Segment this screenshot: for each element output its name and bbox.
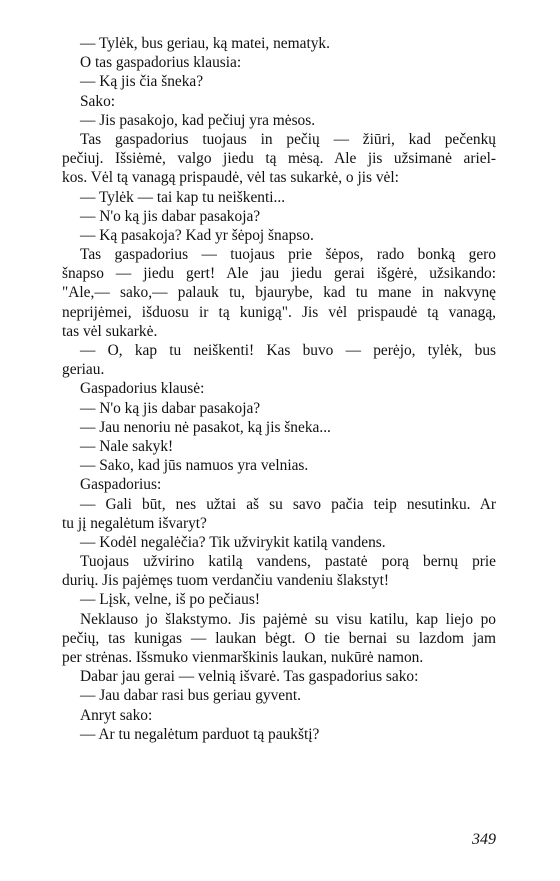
text-line: — N'o ką jis dabar pasakoja?	[80, 399, 261, 417]
text-line: Tas gaspadorius — tuojaus prie šėpos, rado bonką gero	[80, 246, 496, 264]
text-line: Sako:	[80, 92, 116, 110]
text-line: O tas gaspadorius klausia:	[80, 54, 242, 72]
text-line: Dabar jau gerai — velnią išvarė. Tas gaspadorius sako:	[80, 668, 419, 686]
text-line: Anryt sako:	[80, 706, 153, 724]
text-line: Gaspadorius klausė:	[80, 380, 205, 398]
text-line: — Ką pasakoja? Kad yr šėpoj šnapso.	[80, 226, 314, 244]
text-line: Gaspadorius:	[80, 476, 162, 494]
text-line: — O, kap tu neiškenti! Kas buvo — perėjo, tylėk, bus	[80, 342, 496, 359]
text-line: — Ar tu negalėtum parduot tą paukštį?	[80, 725, 320, 743]
text-line: — Nale sakyk!	[80, 437, 174, 455]
text-line: — Gali būt, nes užtai aš su savo pačia teip nesutinku. Ar	[80, 495, 496, 513]
text-line: neprijėmei, išduosu ir tą kunigą". Jis vėl prispaudė tą vanagą,	[62, 303, 496, 321]
text-line: pečiuj. Išsiėmė, valgo jiedu tą mėsą. Ale jis užsimanė ariel-	[62, 150, 496, 168]
text-line: — Jau dabar rasi bus geriau gyvent.	[80, 687, 301, 705]
text-line: Tuojaus užvirino katilą vandens, pastatė porą bernų prie	[80, 553, 496, 571]
text-line: — N'o ką jis dabar pasakoja?	[80, 207, 261, 225]
text-line: — Jau nenoriu nė pasakot, ką jis šneka...	[80, 418, 331, 436]
text-line: — Ką jis čia šneka?	[80, 73, 204, 91]
text-line: — Tylėk, bus geriau, ką matei, nematyk.	[80, 35, 330, 52]
text-line: šnapso — jiedu gert! Ale jau jiedu gerai išgėrė, užsikando:	[62, 265, 496, 283]
text-line: geriau.	[62, 361, 105, 379]
page-number: 349	[472, 831, 496, 848]
text-line: — Kodėl negalėčia? Tik užvirykit katilą vandens.	[80, 533, 386, 551]
text-line: kos. Vėl tą vanagą prispaudė, vėl tas sukarkė, o jis vėl:	[62, 169, 399, 187]
text-line: Neklauso jo šlakstymo. Jis pajėmė su visu katilu, kap liejo po	[80, 610, 496, 628]
page-text	[62, 34, 496, 744]
text-line: tu jį negalėtum išvaryt?	[62, 514, 207, 532]
text-line: — Lįsk, velne, iš po pečiaus!	[80, 591, 260, 609]
text-line: — Jis pasakojo, kad pečiuj yra mėsos.	[80, 111, 316, 129]
text-line: tas vėl sukarkė.	[62, 322, 158, 340]
text-line: — Sako, kad jūs namuos yra velnias.	[80, 457, 309, 475]
text-line: "Ale,— sako,— palauk tu, bjaurybe, kad tu mane in nakvynę	[62, 284, 496, 302]
text-line: pečių, tas kunigas — laukan bėgt. O tie bernai su lazdom jam	[62, 629, 496, 647]
text-line: Tas gaspadorius tuojaus in pečių — žiūri, kad pečenkų	[80, 130, 496, 148]
text-line: — Tylėk — tai kap tu neiškenti...	[80, 188, 286, 206]
text-line: durių. Jis pajėmęs tuom verdančiu vandeniu šlakstyt!	[62, 572, 389, 590]
text-line: per strėnas. Išsmuko vienmarškinis laukan, nukūrė namon.	[62, 649, 424, 666]
